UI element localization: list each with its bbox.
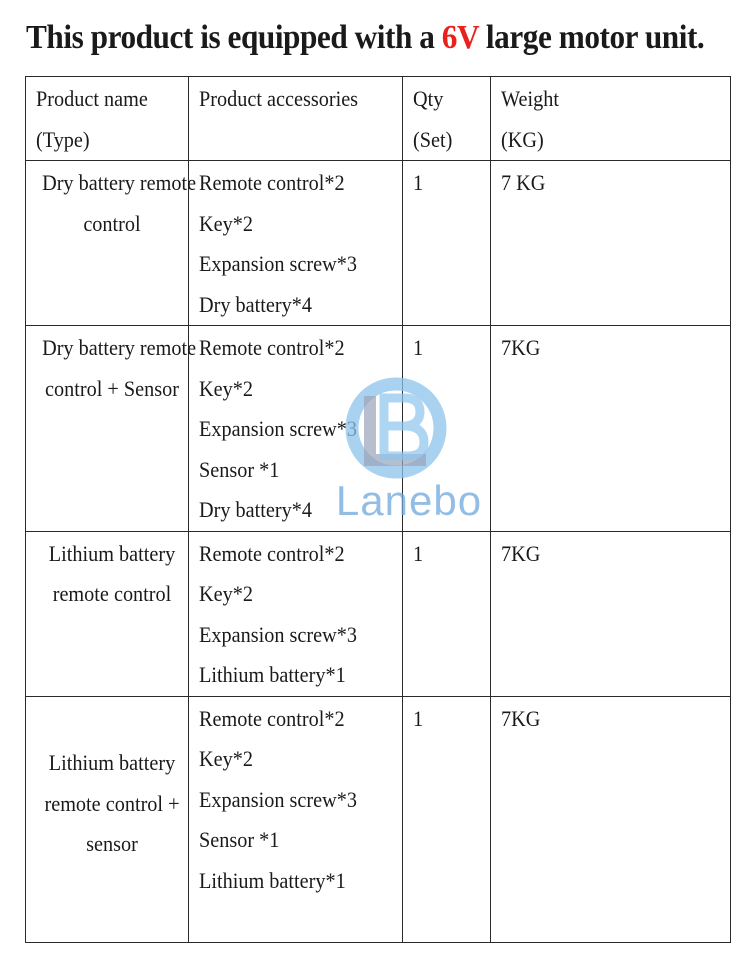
- accessories-cell: Remote control*2 Key*2 Expansion screw*3 Sensor *1 Dry battery*4: [189, 326, 403, 532]
- product-name-cell: Lithium battery remote control: [26, 531, 189, 696]
- product-name-cell: Dry battery remote control: [26, 161, 189, 326]
- weight-cell: 7KG: [491, 696, 731, 942]
- qty-cell: 1: [403, 696, 491, 942]
- product-name-cell: Lithium battery remote control + sensor: [26, 696, 189, 942]
- weight-cell: 7KG: [491, 326, 731, 532]
- watermark-brand-text: Lanebo: [335, 477, 483, 524]
- table-row: [26, 161, 731, 326]
- weight-cell: 7KG: [491, 531, 731, 696]
- accessories-cell: Remote control*2 Key*2 Expansion screw*3 Sensor *1 Lithium battery*1: [189, 696, 403, 942]
- header-weight: Weight (KG): [491, 77, 731, 161]
- table-header-row: [26, 77, 731, 161]
- page-headline: [26, 14, 705, 62]
- qty-cell: 1: [403, 531, 491, 696]
- weight-cell: 7 KG: [491, 161, 731, 326]
- headline-voltage-highlight: 6V: [441, 19, 479, 56]
- accessories-cell: Remote control*2 Key*2 Expansion screw*3 Lithium battery*1: [189, 531, 403, 696]
- header-product-name: Product name (Type): [26, 77, 189, 161]
- qty-cell: 1: [403, 161, 491, 326]
- header-product-accessories: Product accessories: [189, 77, 403, 161]
- accessories-cell: Remote control*2 Key*2 Expansion screw*3 Dry battery*4: [189, 161, 403, 326]
- table-row: [26, 531, 731, 696]
- headline-text-after: large motor unit.: [478, 19, 705, 56]
- product-spec-table: [25, 76, 731, 943]
- headline-text-before: This product is equipped with a: [26, 19, 442, 56]
- table-row: [26, 696, 731, 942]
- header-qty: Qty (Set): [403, 77, 491, 161]
- table-row: [26, 326, 731, 532]
- product-name-cell: Dry battery remote control + Sensor: [26, 326, 189, 532]
- qty-cell: 1: [403, 326, 491, 532]
